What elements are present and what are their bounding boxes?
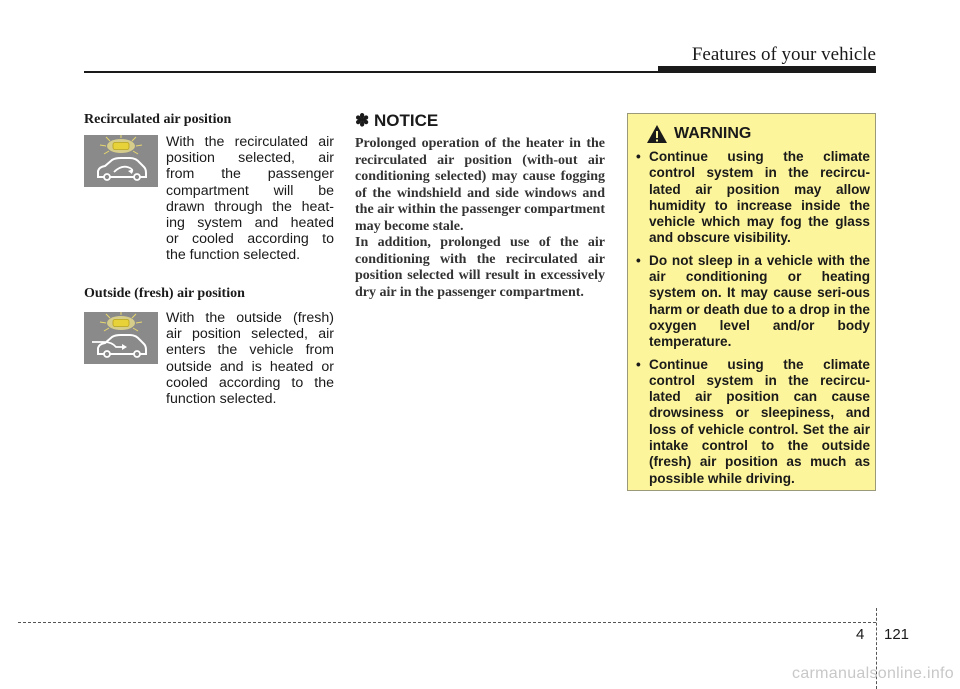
warning-item (636, 357, 870, 487)
outside-line: outside and is heated or (166, 358, 334, 375)
notice-paragraph: In addition, prolonged use of the air conditioning with the recirculated air position selected will result in excessively dry air in the passenger compartment. (355, 235, 605, 300)
recirculated-description (166, 134, 334, 264)
notice-paragraph: Prolonged operation of the heater in the recirculated air position (with-out air conditioning selected) may cause fogging of the windshield and side windows and the air within the passenger compartment may become stale. (355, 136, 605, 234)
notice-title: ✽ NOTICE (355, 111, 439, 130)
recirculated-line: compartment will be (166, 182, 334, 199)
recirculated-line: With the recirculated air (166, 134, 334, 150)
recirculated-heading: Recirculated air position (84, 112, 232, 127)
recirculated-line: the function selected. (166, 247, 301, 264)
recirculated-line: from the passenger (166, 166, 334, 183)
recirculated-air-icon (84, 135, 158, 187)
warning-title: WARNING (674, 125, 752, 142)
warning-item-text: Do not sleep in a vehicle with the air conditioning or heating system on. It may cause seri-ous harm or death due to a drop in the oxygen level and/or body temperature. (649, 252, 870, 350)
outside-line: enters the vehicle from (166, 342, 334, 359)
outside-line: function selected. (166, 391, 277, 408)
outside-heading: Outside (fresh) air position (84, 286, 245, 301)
recirculated-line: ing system and heated (166, 215, 334, 232)
bullet: • (636, 252, 641, 268)
chapter-number: 4 (856, 626, 865, 643)
notice-body (355, 136, 605, 301)
header-rule-accent (658, 66, 876, 72)
page-number: 121 (884, 626, 910, 643)
warning-item (636, 253, 870, 351)
warning-box (627, 113, 876, 491)
outside-line: cooled according to the (166, 374, 334, 391)
warning-triangle-icon (646, 124, 668, 144)
warning-list (636, 149, 870, 493)
recirculated-line: or cooled according to (166, 231, 334, 248)
warning-item-text: Continue using the climate control system in the recircu-lated air position may allow humidity to increase inside the vehicle which may fog the glass and obscure visibility. (649, 149, 870, 246)
warning-item-text: Continue using the climate control system in the recircu-lated air position can cause drowsiness or sleepiness, and loss of vehicle control. Set the air intake control to the outside (fresh) air position as much as possible while driving. (649, 356, 870, 486)
outside-fresh-air-icon (84, 312, 158, 364)
warning-header (646, 123, 751, 145)
recirculated-line: drawn through the heat- (166, 198, 334, 215)
running-header-title: Features of your vehicle (691, 44, 876, 65)
outside-description (166, 310, 334, 407)
watermark: carmanualsonline.info (792, 665, 954, 682)
outside-line: air position selected, air (166, 326, 334, 343)
outside-line: With the outside (fresh) (166, 310, 334, 326)
footer-rule (18, 622, 876, 623)
recirculated-line: position selected, air (166, 150, 334, 167)
bullet: • (636, 356, 641, 372)
warning-item (636, 149, 870, 247)
bullet: • (636, 149, 641, 164)
